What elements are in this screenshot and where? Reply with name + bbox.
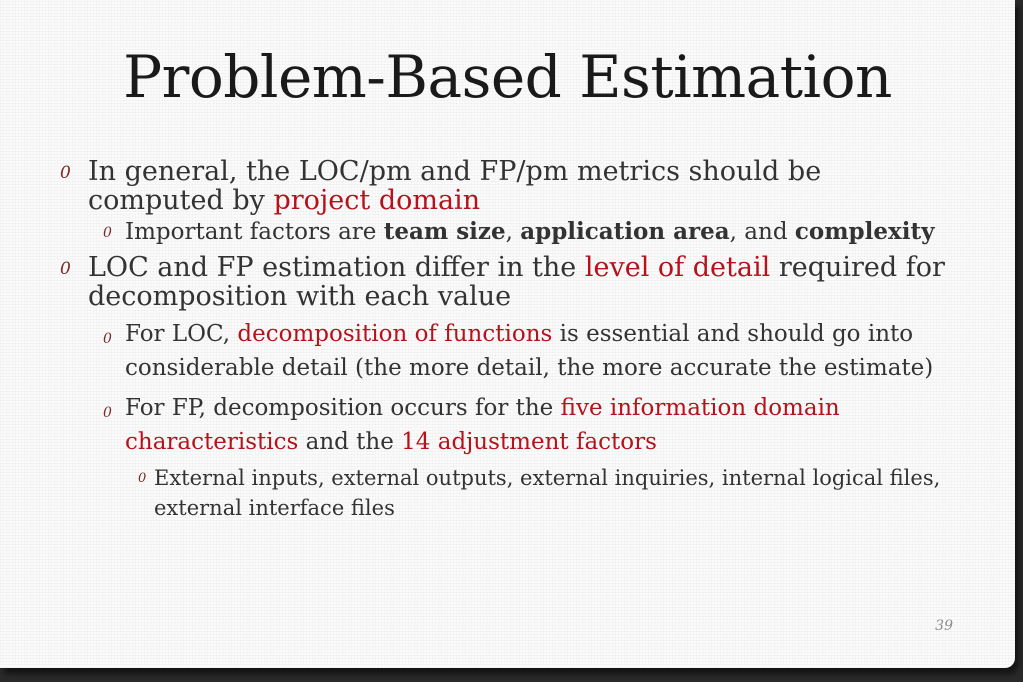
bullet-text: , and — [729, 219, 795, 245]
bullet-text: For LOC, — [125, 321, 238, 347]
bullet-text: In general, the LOC/pm and FP/pm metrics should be computed by — [88, 156, 822, 216]
bullet-item — [58, 253, 958, 311]
bullet-text: LOC and FP estimation differ in the — [88, 252, 585, 283]
bullet-text: required for decomposition with each value — [88, 252, 945, 312]
bullet-text: and the — [298, 429, 402, 455]
bullet-item — [138, 463, 958, 523]
bullet-text: External inputs, external outputs, external inquiries, internal logical files, external interface files — [154, 466, 941, 520]
bold-text: team size — [383, 218, 506, 245]
highlight-text: 14 adjustment factors — [401, 429, 657, 455]
bullet-marker: 0 — [60, 163, 71, 183]
bullet-item — [103, 317, 958, 385]
bullet-marker: 0 — [103, 405, 112, 421]
page-number: 39 — [935, 618, 953, 634]
bullet-item — [103, 391, 958, 459]
bullet-item — [58, 157, 958, 215]
bullet-item — [103, 219, 958, 245]
highlight-text: five information domain characteristics — [125, 395, 840, 455]
bullet-text: For FP, decomposition occurs for the — [125, 395, 561, 421]
bullet-list — [58, 157, 958, 523]
bullet-text: Important factors are — [125, 219, 384, 245]
bold-text: application area — [520, 218, 730, 245]
bullet-marker: 0 — [60, 259, 71, 279]
bullet-marker: 0 — [103, 331, 112, 347]
highlight-text: decomposition of functions — [237, 321, 553, 347]
slide-title: Problem-Based Estimation — [123, 43, 892, 111]
bullet-text: is essential and should go into considerable detail (the more detail, the more accurate the estimate) — [125, 321, 934, 381]
bullet-marker: 0 — [103, 225, 112, 241]
bullet-marker: 0 — [138, 471, 147, 486]
bullet-text: , — [505, 219, 521, 245]
bold-text: complexity — [794, 218, 935, 245]
highlight-text: level of detail — [584, 252, 771, 283]
highlight-text: project domain — [273, 185, 481, 216]
